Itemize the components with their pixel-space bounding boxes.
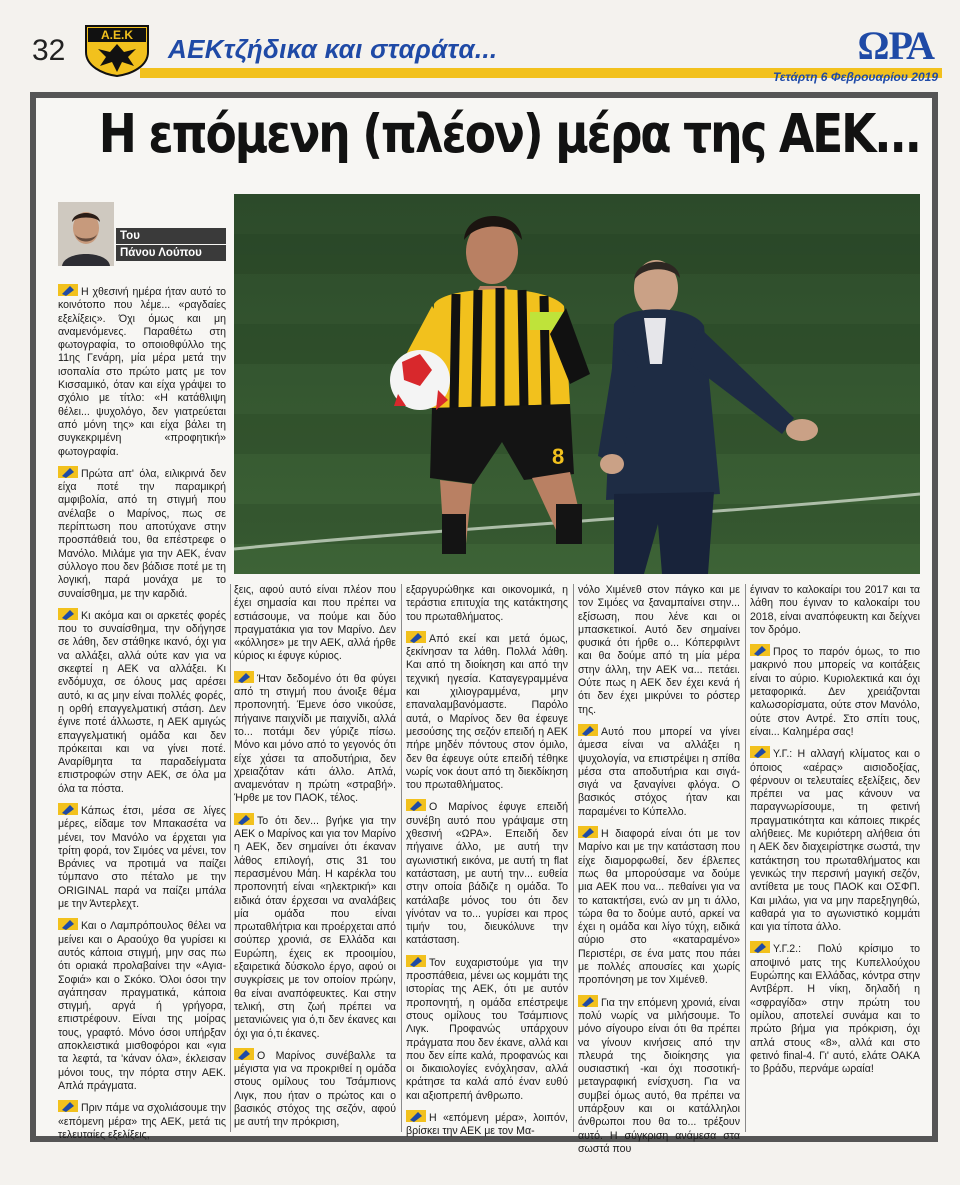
pen-nib-icon (578, 826, 598, 838)
pen-nib-icon (58, 1100, 78, 1112)
paragraph (234, 671, 396, 806)
paragraph (578, 724, 740, 819)
section-title: AEKτζήδικα και σταράτα... (168, 34, 498, 64)
paragraph (234, 1048, 396, 1130)
football (390, 350, 450, 410)
crest-text: Α.Ε.Κ (100, 28, 134, 42)
paragraph-text: Τον ευχαριστούμε για την προσπάθεια, μένει ως κομμάτι της ιστορίας της ΑΕΚ, ότι με αυτόν προπονητή, η ομάδα επέστρεψε στους ομίλους του Τσάμπιονς Λιγκ. Προφανώς υπάρχουν πράγματα που δεν έκανε, αλλά και που δεν είπε καλά, προφανώς και οι δικαιολογίες ενόχλησαν, αλλά κράτησε τα καλά από έναν ευθύ και αξιοπρεπή άνθρωπο. (406, 956, 568, 1102)
svg-text:8: 8 (552, 444, 565, 469)
text-column-5 (750, 584, 920, 1134)
pen-nib-icon (58, 608, 78, 620)
pen-nib-icon (406, 631, 426, 643)
paragraph (406, 1110, 568, 1139)
paragraph-text: Αυτό που μπορεί να γίνει άμεσα είναι να αλλάξει η ψυχολογία, να επιστρέψει η σπίθα μέσα στα αποδυτήρια και σιγά-σιγά να ξαναγίνει φλόγα. Ο βασικός στόχος ήταν και παραμένει το Κύπελλο. (578, 725, 740, 818)
text-column-1 (58, 284, 226, 1141)
paragraph (750, 584, 920, 637)
paragraph (58, 284, 226, 459)
pen-nib-icon (750, 941, 770, 953)
pen-nib-icon (58, 284, 78, 296)
pen-nib-icon (234, 671, 254, 683)
paragraph-text: νόλο Χιμένεθ στον πάγκο και με τον Σιμόες να ξαναμπαίνει στην... εξίσωση, που λένε και οι μπασκετικοί. Αυτό δεν σημαίνει φυσικά ότι ήρθε ο... Κόπερφιλντ και θα δούμε από τη μία μέρα στην άλλη, την ΑΕΚ να... πετάει. Ούτε πως η ΑΕΚ δεν έχει κενά ή ότι δεν έχει μικρύνει το ρόστερ της. (578, 584, 740, 716)
paragraph-text: Προς το παρόν όμως, το πιο μακρινό που μπορείς να κοιτάξεις είναι το αύριο. Κυριολεκτικά και όχι μεταφορικά. Δεν χρειάζονται καλωσορίσματα, ούτε στον Μανόλο, ούτε στον Αντρέ. Στο σπίτι τους, είναι... Καλημέρα σας! (750, 646, 920, 738)
paragraph (750, 644, 920, 739)
paragraph-text: έγιναν το καλοκαίρι του 2017 και τα λάθη που έγιναν το καλοκαίρι του 2018, είναι αναπόφευκτη και δείχνει τον δρόμο. (750, 584, 920, 636)
author-name: Πάνου Λούπου (116, 245, 226, 261)
paragraph-text: Κάπως έτσι, μέσα σε λίγες μέρες, είδαμε τον Μπακασέτα να μένει, τον Μανόλο να έρχεται για τρίτη φορά, τον Σιμόες να μένει, τον Βράνιες να προτιμά να παίζει τύμπανο στο πέταλο με την ORIGINAL παρά να παίζει μπάλα με την Άντερλεχτ. (58, 804, 226, 911)
pen-nib-icon (750, 644, 770, 656)
text-column-4 (578, 584, 740, 1155)
paragraph-text: Υ.Γ.2.: Πολύ κρίσιμο το αποψινό ματς της Κυπελλούχου Ευρώπης και Ελλάδας, κόντρα στην Αντβέρπ. Η νίκη, δηλαδή η «σφραγίδα» στην πρώτη του ομίλου, αποτελεί συνάμα και το πρώτο βήμα για πρόκριση, όχι απλά στους «8», αλλά και στο φετινό final-4. Γι' αυτό, ελάτε ΟΑΚΑ το βράδυ, περνάμε ωραία! (750, 943, 920, 1076)
paragraph-text: Υ.Γ.: Η αλλαγή κλίματος και ο όποιος «αέρας» αισιοδοξίας, φέρνουν οι τελευταίες εξελίξεις, δεν πρέπει να μας κάνουν να παραγνωρίσουμε, τη φετινή πραγματικότητα και κάποιες πικρές αλήθειες. Με κυριότερη αλήθεια ότι η ΑΕΚ δεν διαχειρίστηκε σωστά, την κατάκτηση του πρωταθλήματος και γενικώς την περσινή μαγική σεζόν, αντίθετα με τους ΠΑΟΚ και ΟΣΦΠ. Και μιλάω, για να μην παρεξηγηθώ, καθαρά για το αγωνιστικό κομμάτι και για τίποτα άλλο. (750, 748, 920, 934)
pen-nib-icon (406, 955, 426, 967)
author-credit (116, 228, 226, 262)
paragraph-text: Η «επόμενη μέρα», λοιπόν, βρίσκει την ΑΕΚ με τον Μα- (406, 1111, 568, 1138)
paragraph-text: Πριν πάμε να σχολιάσουμε την «επόμενη μέρα» της ΑΕΚ, μετά τις τελευταίες εξελίξεις, (58, 1102, 226, 1141)
pen-nib-icon (406, 799, 426, 811)
paragraph-text: Το ότι δεν... βγήκε για την ΑΕΚ ο Μαρίνος και για τον Μαρίνο η ΑΕΚ, δεν σημαίνει ότι έκαναν λάθος επιλογή, στις 31 του περασμένου Μάη. Η καρέκλα του προπονητή είναι «ηλεκτρική» και ειδικά όταν έρχεσαι να αναλάβεις μία ομάδα που είναι πρωταθλήτρια και προέρχεται από σούπερ χρονιά, σε Ελλάδα και Ευρώπη, έχεις εκ προοιμίου, εξαιρετικά δύσκολο έργο, αφού οι συγκρίσεις με τον οποίον πρώην, θα είναι αναπόφευκτες. Και στην τελική, στη ζωή πρέπει να μετανιώνεις για ό,τι δεν έκανες και όχι για ό,τι έκανες. (234, 814, 396, 1040)
pen-nib-icon (234, 1048, 254, 1060)
paragraph (406, 955, 568, 1103)
paragraph (234, 813, 396, 1041)
column-rule (401, 584, 402, 1132)
paragraph-text: Η χθεσινή ημέρα ήταν αυτό το κοινότοπο που λέμε... «ραγδαίες εξελίξεις». Όχι όμως και μη αναμενόμενες. Παραθέτω στη φωτογραφία, το οποιοθφύλλο της 11ης Γενάρη, μία μέρα μετά την ισοπαλία στο πρώτο ματς με τον Κισσαμικό, όταν και είχα γράψει το σχόλιο με τίτλο: «Η κατάθλιψη θέλει... ψυχολόγο, δεν γιατρεύεται από μόνη της» και είχα βάλει τη συγκεκριμένη «προφητική» φωτογραφία. (58, 286, 226, 458)
paragraph-text: Η διαφορά είναι ότι με τον Μαρίνο και με την κατάσταση που είχε διαμορφωθεί, δεν έβλεπες πως θα μπορούσαμε να δούμε μια ΑΕΚ που να... πεθαίνει για να το κατακτήσει, ενώ αν μη τι άλλο, τώρα θα το δούμε αυτό, αρκεί να έχει η ομάδα και λίγο τύχη, ειδικά αύριο στο «καταραμένο» Περιστέρι, σε ένα ματς που πάει με πολλές απουσίες και χωρίς προπόνηση με τον Χιμένεθ. (578, 828, 740, 987)
pen-nib-icon (234, 813, 254, 825)
paragraph (406, 584, 568, 624)
pen-nib-icon (58, 918, 78, 930)
paragraph (750, 941, 920, 1076)
paragraph-text: Από εκεί και μετά όμως, ξεκίνησαν τα λάθη. Πολλά λάθη. Και από τη διοίκηση και από την τεχνική ηγεσία. Καταγεγραμμένα και χιλιογραμμένα, μην επαναλαμβανόμαστε. Παρόλο αυτά, ο Μαρίνος δεν θα έφευγε μεσούσης της σεζόν επειδή η ΑΕΚ πήρε μηδέν πόντους στον όμιλο, δεν θα έφευγε ούτε επειδή τέθηκε νωρίς νοκ άουτ από τη διεκδίκηση του πρωταθλήματος. (406, 632, 568, 792)
text-column-2 (234, 584, 396, 1134)
paragraph (58, 918, 226, 1093)
match-photo (234, 194, 920, 574)
paragraph (406, 631, 568, 793)
text-column-3 (406, 584, 568, 1138)
paragraph (234, 584, 396, 664)
issue-date: Τετάρτη 6 Φεβρουαρίου 2019 (772, 70, 938, 84)
paragraph (578, 995, 740, 1157)
page-number: 32 (32, 34, 66, 67)
paragraph-text: Ο Μαρίνος έφυγε επειδή συνέβη αυτό που γράψαμε στη χθεσινή «ΩΡΑ». Επειδή δεν πήγαινε άλλο, με αυτή την αγωνιστική εικόνα, με αυτή τη flat κατάσταση, με αυτή την... ευθεία στην οποία βάδιζε η ομάδα. Το κατάλαβε μόνος του ότι δεν γίνόταν να το... γυρίσει και προς τιμήν του, διευκόλυνε την κατάσταση. (406, 801, 568, 947)
paragraph-text: Ήταν δεδομένο ότι θα φύγει από τη στιγμή που άνοιξε θέμα προπονητή. Έμενε όσο νικούσε, πήγαινε παιχνίδι με παιχνίδι, αλλά το... ποτάμι δεν γύριζε πίσω. Μόνο και μόνο από το γεγονός ότι είχε χάσει τα αποδυτήρια, δεν χρειαζόταν κάτι άλλο. Απλά, αναμενόταν η πρώτη «στραβή». Ήρθε με τον ΠΑΟΚ, τέλος. (234, 672, 396, 805)
pen-nib-icon (578, 724, 598, 736)
paragraph (58, 803, 226, 911)
article-headline: Η επόμενη (πλέον) μέρα της ΑΕΚ... (98, 104, 920, 165)
pen-nib-icon (58, 466, 78, 478)
paragraph (58, 608, 226, 796)
paragraph (578, 584, 740, 717)
paragraph-text: Για την επόμενη χρονιά, είναι πολύ νωρίς να μιλήσουμε. Το μόνο σίγουρο είναι ότι θα πρέπει να γίνουν κινήσεις από την πλευρά της διοίκησης για ουσιαστική -και όχι ποσοτική- μεταγραφική ενίσχυση. Για να συμβεί όμως αυτό, θα πρέπει να υπάρξουν και οι κατάλληλοι άνθρωποι που θα το... τρέξουν αυτό. Η σύγκριση ανάμεσα στα σωστά που (578, 996, 740, 1155)
author-box (58, 202, 228, 266)
pen-nib-icon (58, 803, 78, 815)
newspaper-brand: ΩΡΑ (857, 23, 934, 68)
paragraph (58, 466, 226, 601)
pen-nib-icon (406, 1110, 426, 1122)
author-photo (58, 202, 114, 266)
paragraph-text: εξαργυρώθηκε και οικονομικά, η τεράστια επιτυχία της κατάκτησης του πρωταθλήματος. (406, 584, 568, 623)
paragraph (406, 799, 568, 947)
article-frame (30, 92, 938, 1155)
author-prefix: Του (116, 228, 226, 244)
paragraph (58, 1100, 226, 1142)
masthead (20, 18, 942, 84)
pen-nib-icon (750, 746, 770, 758)
paragraph-text: ξεις, αφού αυτό είναι πλέον που έχει σημασία και που πρέπει να εστιάσουμε, να πούμε και δύο πραγματάκια για τον Μαρίνο. Δεν «κόλλησε» με την ΑΕΚ, αλλά ήρθε κύριος κι έφυγε κύριος. (234, 584, 396, 663)
paragraph-text: Πρώτα απ' όλα, ειλικρινά δεν είχα ποτέ την παραμικρή αμφιβολία, από τη στιγμή που ανέλαβε ο Μαρίνος, πως σε περίπτωση που αποτύχανε στην προσπάθειά του, θα επέστρεφε ο Μανόλο. Μιλάμε για την ΑΕΚ, έναν σύλλογο που δεν βάδισε ποτέ με τη λογική, παρά μονάχα με το συναίσθημα, με την καρδιά. (58, 467, 226, 600)
article-body (36, 98, 932, 1155)
paragraph-text: Και ο Λαμπρόπουλος θέλει να μείνει και ο Αραούχο θα γυρίσει κι αυτός κάποια στιγμή, μην σας πω ότι οριακά προλαβαίνει την «Αγια-Σοφιά» και ο Σκόκο. Όλοι όσοι την αγάπησαν πραγματικά, κάποια στιγμή, αργά ή γρήγορα, επιστρέφουν. Είναι της μοίρας τους, γραφτό. Μόνο όσοι υπήρξαν αποκλειστικά μισθοφόροι και «για τα λεφτά, τα 'κάναν όλα», έκλεισαν μόνοι τους, την πόρτα στην ΑΕΚ. Απλά πράγματα. (58, 920, 226, 1092)
paragraph (750, 746, 920, 934)
column-rule (745, 584, 746, 1132)
pen-nib-icon (578, 995, 598, 1007)
paragraph-text: Ο Μαρίνος συνέβαλλε τα μέγιστα για να προκριθεί η ομάδα στους ομίλους του Τσάμπιονς Λιγκ, που ήταν ο πρώτος και ο βασικός στόχος της σεζόν, αφού με αυτή την πρόκριση, (234, 1049, 396, 1129)
column-rule (573, 584, 574, 1132)
paragraph-text: Κι ακόμα και οι αρκετές φορές που το συναίσθημα, την οδήγησε σε λάθη, δεν στάθηκε ικανό, όχι για να αλλάξει, αλλά ούτε καν για να σκεφτεί η ΑΕΚ να αλλάξει. Κι ενδόμυχα, σε όλους μας αρέσει αυτό, κι ας μην είναι πολλές φορές, η ορθή επαγγελματική στάση. Δεν έγινε ποτέ άλλωστε, η ΑΕΚ αμιγώς επαγγελματική ομάδα και δεν πρόκειται και να γίνει ποτέ. Αναρίθμητα τα παραδείγματα επιστροφών στην ΑΕΚ, σε όλα μα όλα τα πόστα. (58, 609, 226, 795)
paragraph (578, 826, 740, 988)
column-rule (230, 584, 231, 1132)
